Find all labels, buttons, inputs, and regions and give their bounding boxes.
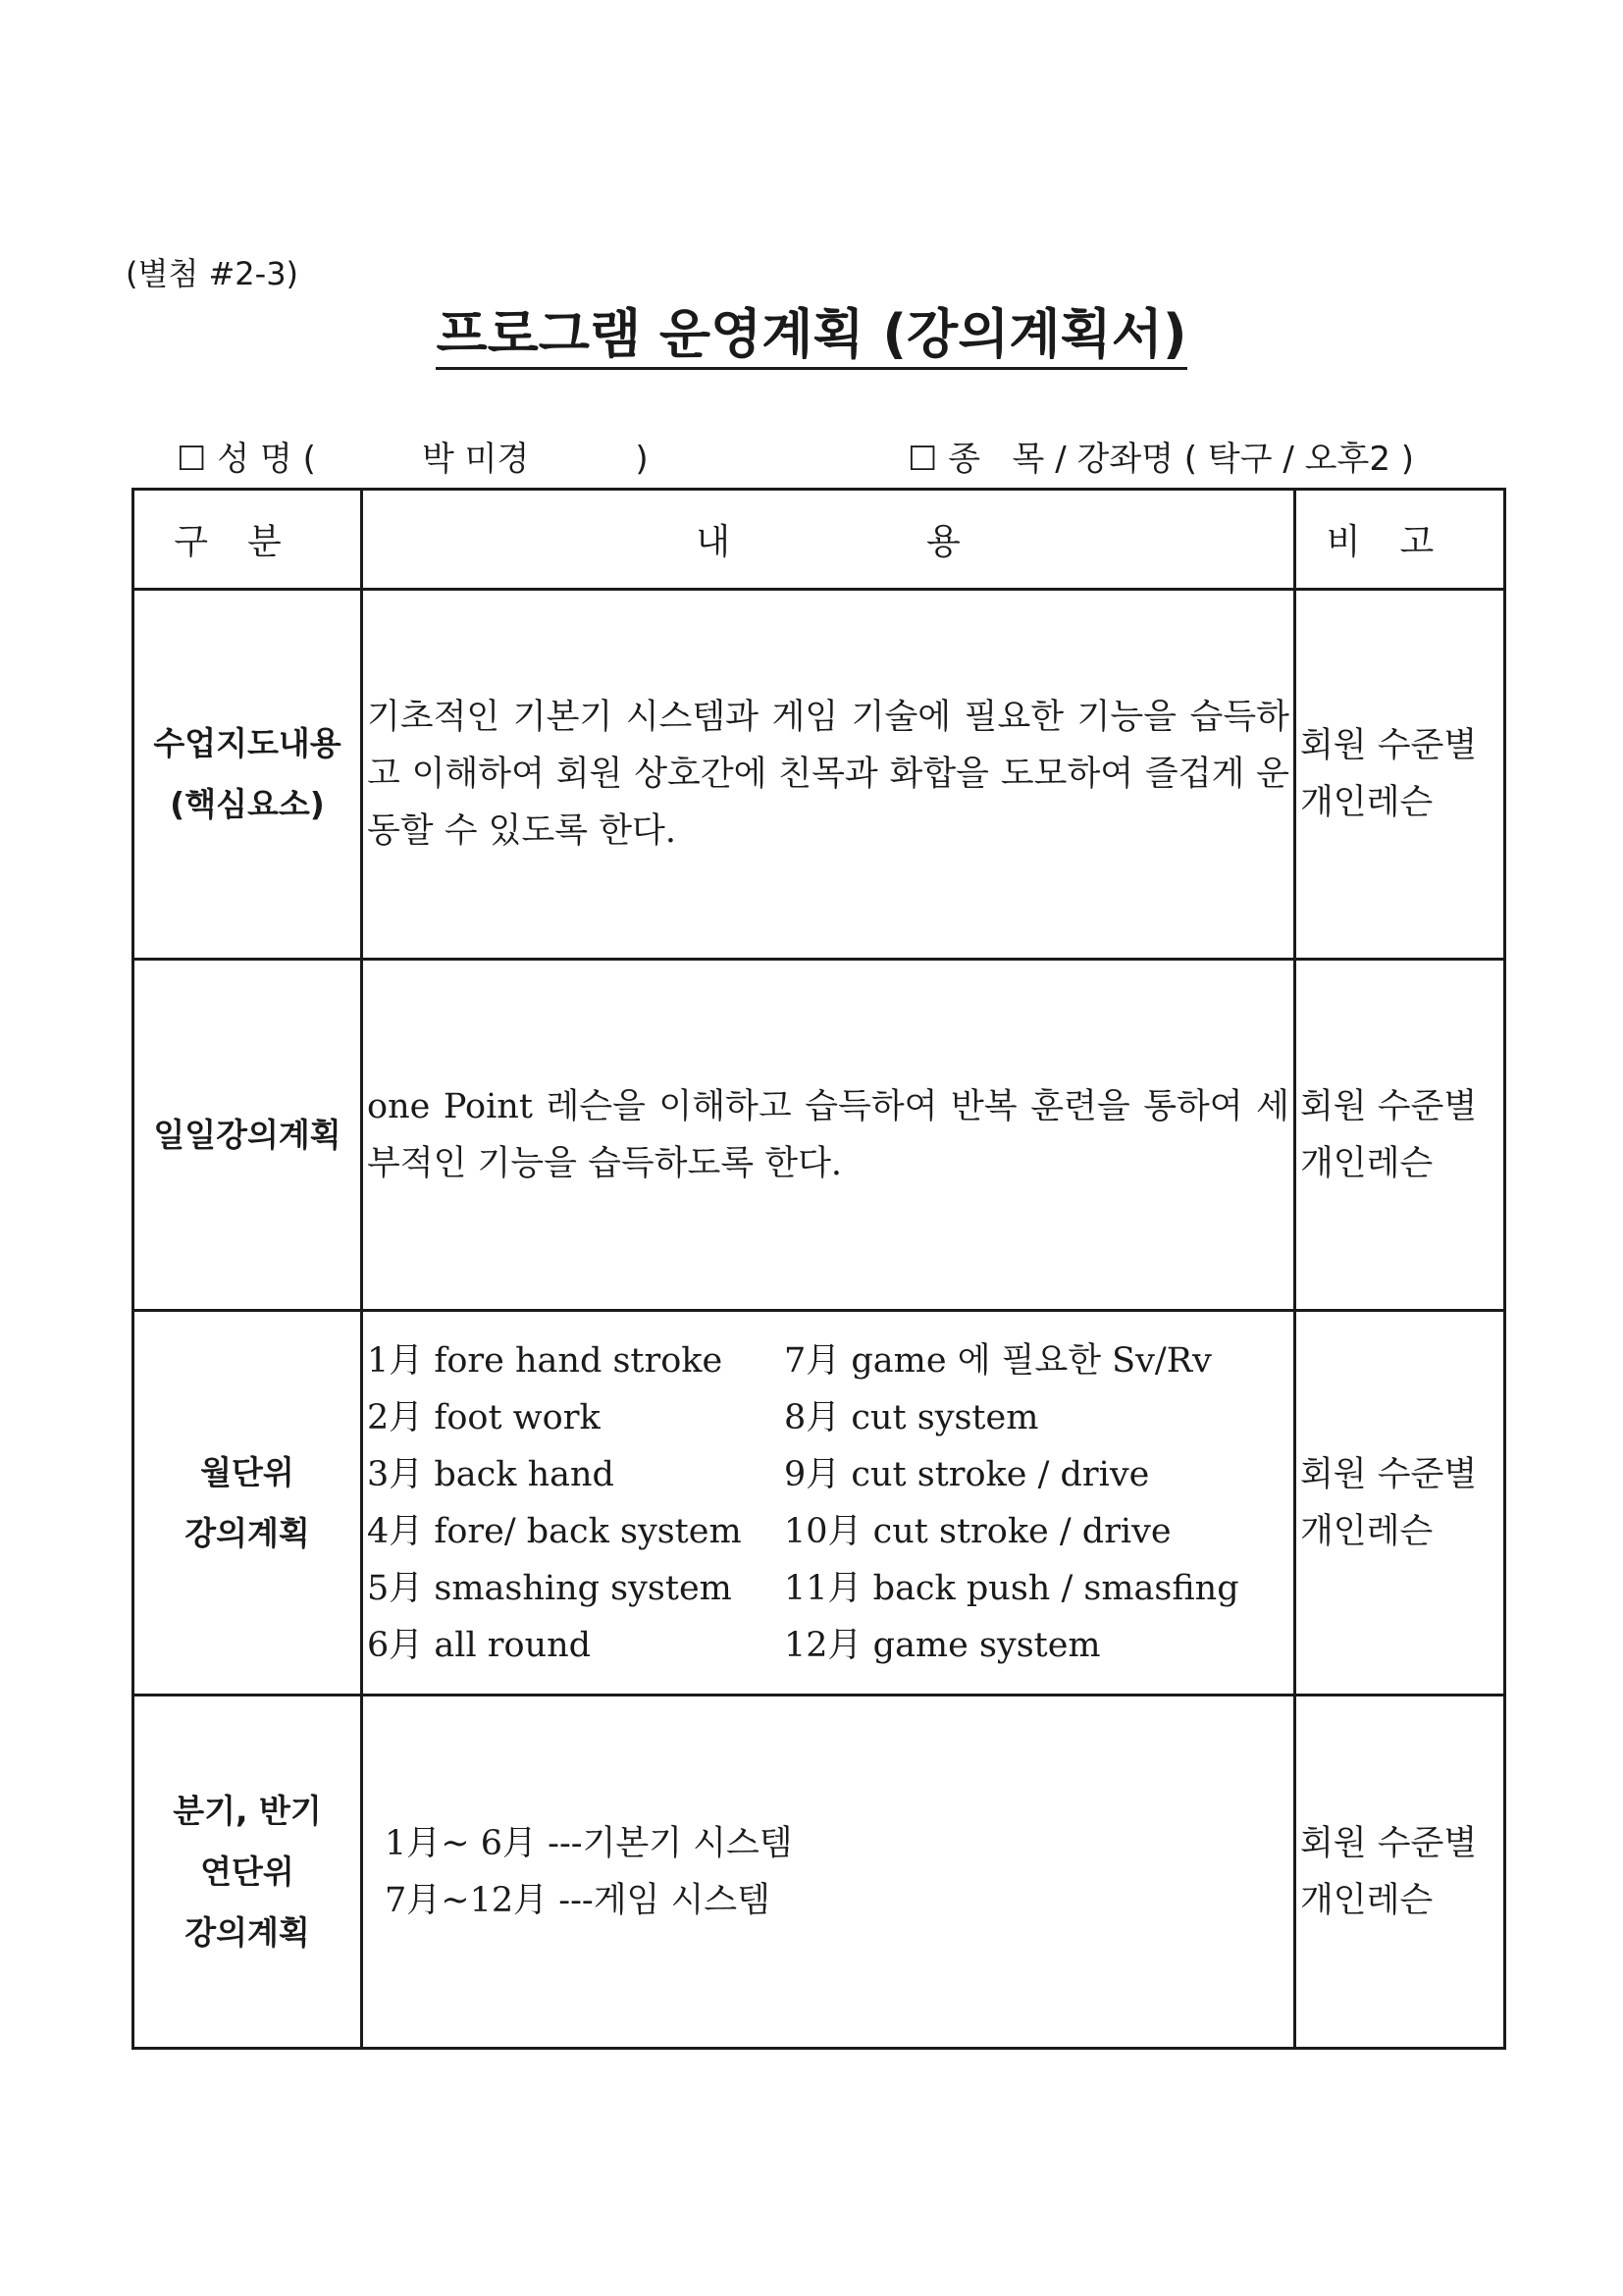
table-row (133, 960, 1505, 1311)
subject-value: 탁구 / 오후2 (1207, 440, 1390, 479)
table-row (133, 1696, 1505, 2049)
list-item: 4月 fore/ back system 10月 cut stroke / drive (367, 1511, 1172, 1551)
instructor-name-value: 박 미경 (421, 440, 530, 479)
content-cell: 기초적인 기본기 시스템과 게임 기술에 필요한 기능을 습득하고 이해하여 회원 상호간에 친목과 화합을 도모하여 즐겁게 운동할 수 있도록 한다. (362, 590, 1295, 960)
header-content: 내 용 (362, 490, 1295, 590)
instructor-name-field: ☐ 성 명 ( 박 미경 ) (177, 440, 649, 479)
lecture-plan-table (131, 488, 1506, 2050)
attachment-label: (별첨 #2-3) (126, 255, 299, 292)
period-plan-cell: 1月~ 6月 ---기본기 시스템 7月~12月 ---게임 시스템 (362, 1696, 1295, 2049)
remarks-cell: 회원 수준별 개인레슨 (1295, 1311, 1505, 1696)
category-cell: 수업지도내용 (핵심요소) (133, 590, 362, 960)
subject-field: ☐ 종 목 / 강좌명 ( 탁구 / 오후2 ) (908, 440, 1415, 479)
table-row (133, 590, 1505, 960)
list-item: 2月 foot work 8月 cut system (367, 1397, 1039, 1437)
list-item: 6月 all round 12月 game system (367, 1625, 1101, 1665)
header-category: 구분 (133, 490, 362, 590)
category-cell: 일일강의계획 (133, 960, 362, 1311)
table-row (133, 1311, 1505, 1696)
category-cell: 월단위 강의계획 (133, 1311, 362, 1696)
table-header-row (133, 490, 1505, 590)
remarks-cell: 회원 수준별 개인레슨 (1295, 590, 1505, 960)
header-remarks: 비고 (1295, 490, 1505, 590)
content-cell: one Point 레슨을 이해하고 습득하여 반복 훈련을 통하여 세부적인 기능을 습득하도록 한다. (362, 960, 1295, 1311)
list-item: 3月 back hand 9月 cut stroke / drive (367, 1454, 1150, 1494)
remarks-cell: 회원 수준별 개인레슨 (1295, 960, 1505, 1311)
category-cell: 분기, 반기 연단위 강의계획 (133, 1696, 362, 2049)
document-title: 프로그램 운영계획 (강의계획서) (0, 292, 1623, 368)
monthly-plan-cell (362, 1311, 1295, 1696)
remarks-cell: 회원 수준별 개인레슨 (1295, 1696, 1505, 2049)
list-item: 1月 fore hand stroke 7月 game 에 필요한 Sv/Rv (367, 1340, 1212, 1381)
list-item: 5月 smashing system 11月 back push / smasfing (367, 1568, 1239, 1608)
